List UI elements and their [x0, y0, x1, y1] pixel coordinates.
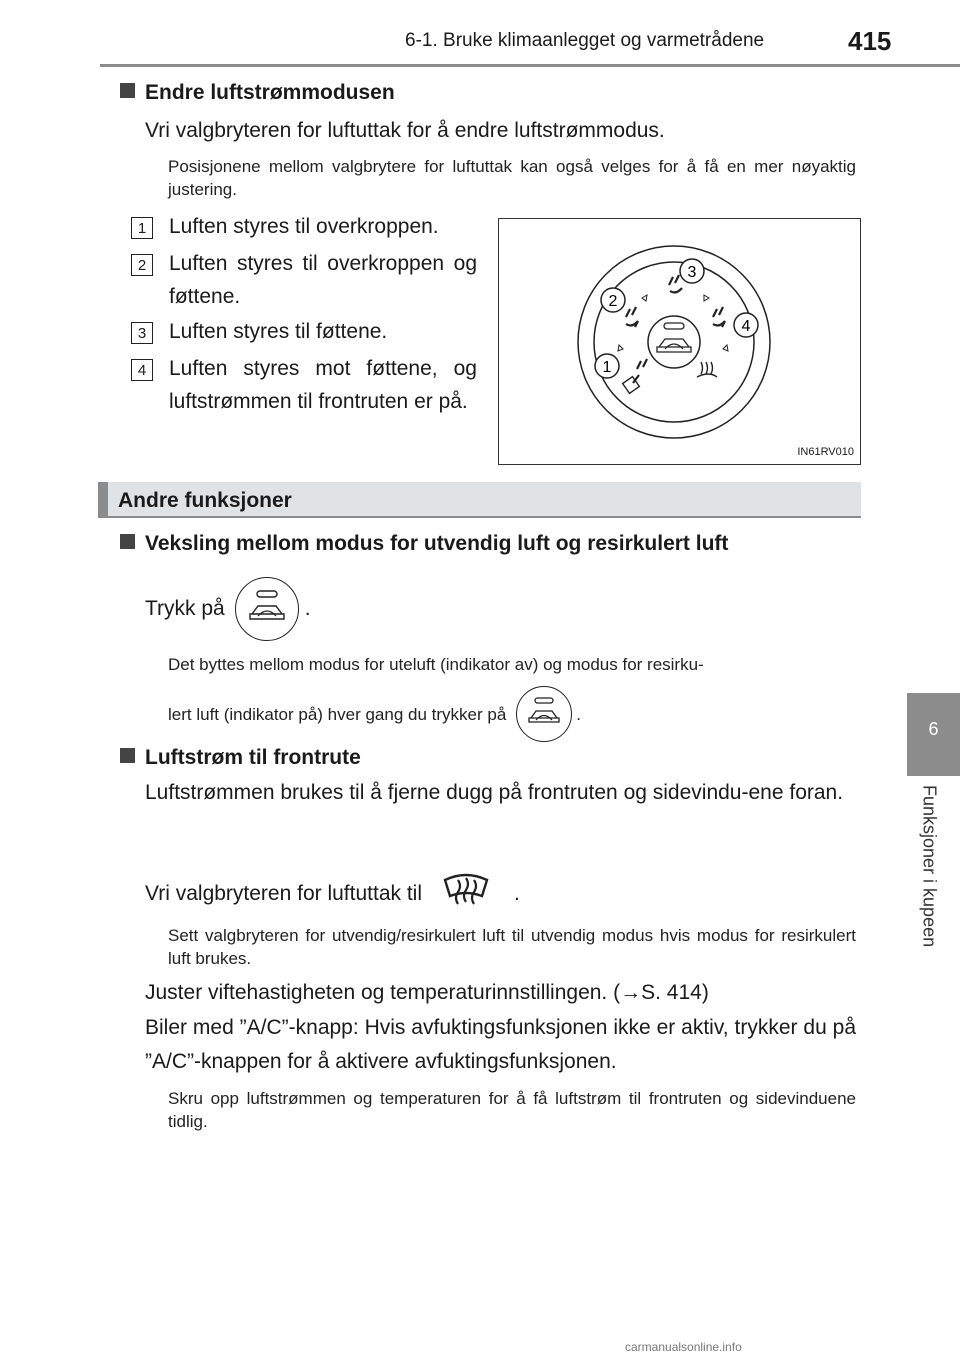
recirc-note-line2: lert luft (indikator på) hver gang du trykker på .: [168, 686, 581, 742]
item-text-4: Luften styres mot føttene, og luftstrømmen til frontruten er på.: [169, 357, 477, 413]
defrost-instruction: Vri valgbryteren for luftuttak til .: [145, 868, 520, 919]
recirculation-button-icon: [235, 577, 299, 641]
item-text-1: Luften styres til overkroppen.: [169, 215, 439, 238]
item-number-2: 2: [131, 254, 153, 276]
airflow-tip: Skru opp luftstrømmen og temperaturen for å få luftstrøm til frontruten og sidevinduene tidlig.: [168, 1089, 856, 1131]
figure-code: IN61RV010: [797, 446, 854, 458]
chapter-tab-label: Funksjoner i kupeen: [919, 785, 940, 948]
windshield-text: Luftstrømmen brukes til å fjerne dugg på frontruten og sidevindu-ene foran.: [145, 781, 844, 804]
figure-label-2: 2: [608, 293, 618, 310]
chapter-tab[interactable]: [907, 693, 960, 776]
adjust-instruction: Juster viftehastigheten og temperaturinnstillingen. (→S. 414): [145, 981, 709, 1004]
figure-label-4: 4: [741, 318, 751, 335]
section-heading-recirculation: Veksling mellom modus for utvendig luft og resirkulert luft: [120, 532, 728, 556]
airflow-dial-figure: [498, 218, 861, 465]
front-defroster-icon: [442, 868, 490, 919]
square-bullet-icon: [120, 748, 135, 763]
figure-label-3: 3: [687, 264, 697, 281]
item-number-1: 1: [131, 217, 153, 239]
item-text-3: Luften styres til føttene.: [169, 320, 388, 343]
page-number: 415: [848, 26, 892, 56]
chapter-title: 6-1. Bruke klimaanlegget og varmetrådene: [405, 30, 765, 51]
airflow-note: Posisjonene mellom valgbrytere for luftuttak kan også velges for å få en mer nøyaktig justering.: [168, 157, 856, 199]
airflow-instruction: Vri valgbryteren for luftuttak for å endre luftstrømmodus.: [145, 119, 665, 142]
recirc-note-line1: Det byttes mellom modus for uteluft (indikator av) og modus for resirku-: [168, 655, 704, 674]
defrost-note: Sett valgbryteren for utvendig/resirkulert luft til utvendig modus hvis modus for resirkulert luft brukes.: [168, 926, 856, 968]
section-heading-windshield: Luftstrøm til frontrute: [120, 746, 361, 770]
item-text-2: Luften styres til overkroppen og føttene.: [169, 252, 477, 308]
section-bar-other-functions: Andre funksjoner: [98, 482, 861, 518]
airflow-dial-illustration: [499, 219, 859, 463]
press-recirc-instruction: Trykk på .: [145, 577, 311, 641]
square-bullet-icon: [120, 534, 135, 549]
item-number-3: 3: [131, 322, 153, 344]
recirculation-button-icon: [516, 686, 572, 742]
header-rule: [100, 64, 960, 67]
watermark: carmanualsonline.info: [625, 1340, 742, 1354]
figure-label-1: 1: [602, 359, 612, 376]
square-bullet-icon: [120, 83, 135, 98]
ac-instruction: Biler med ”A/C”-knapp: Hvis avfuktingsfunksjonen ikke er aktiv, trykker du på ”A/C”-knappen for å aktivere avfuktingsfunksjonen.: [145, 1016, 856, 1073]
chapter-tab-number: 6: [928, 719, 939, 739]
item-number-4: 4: [131, 359, 153, 381]
section-heading-airflow-mode: Endre luftstrømmodusen: [120, 81, 395, 105]
